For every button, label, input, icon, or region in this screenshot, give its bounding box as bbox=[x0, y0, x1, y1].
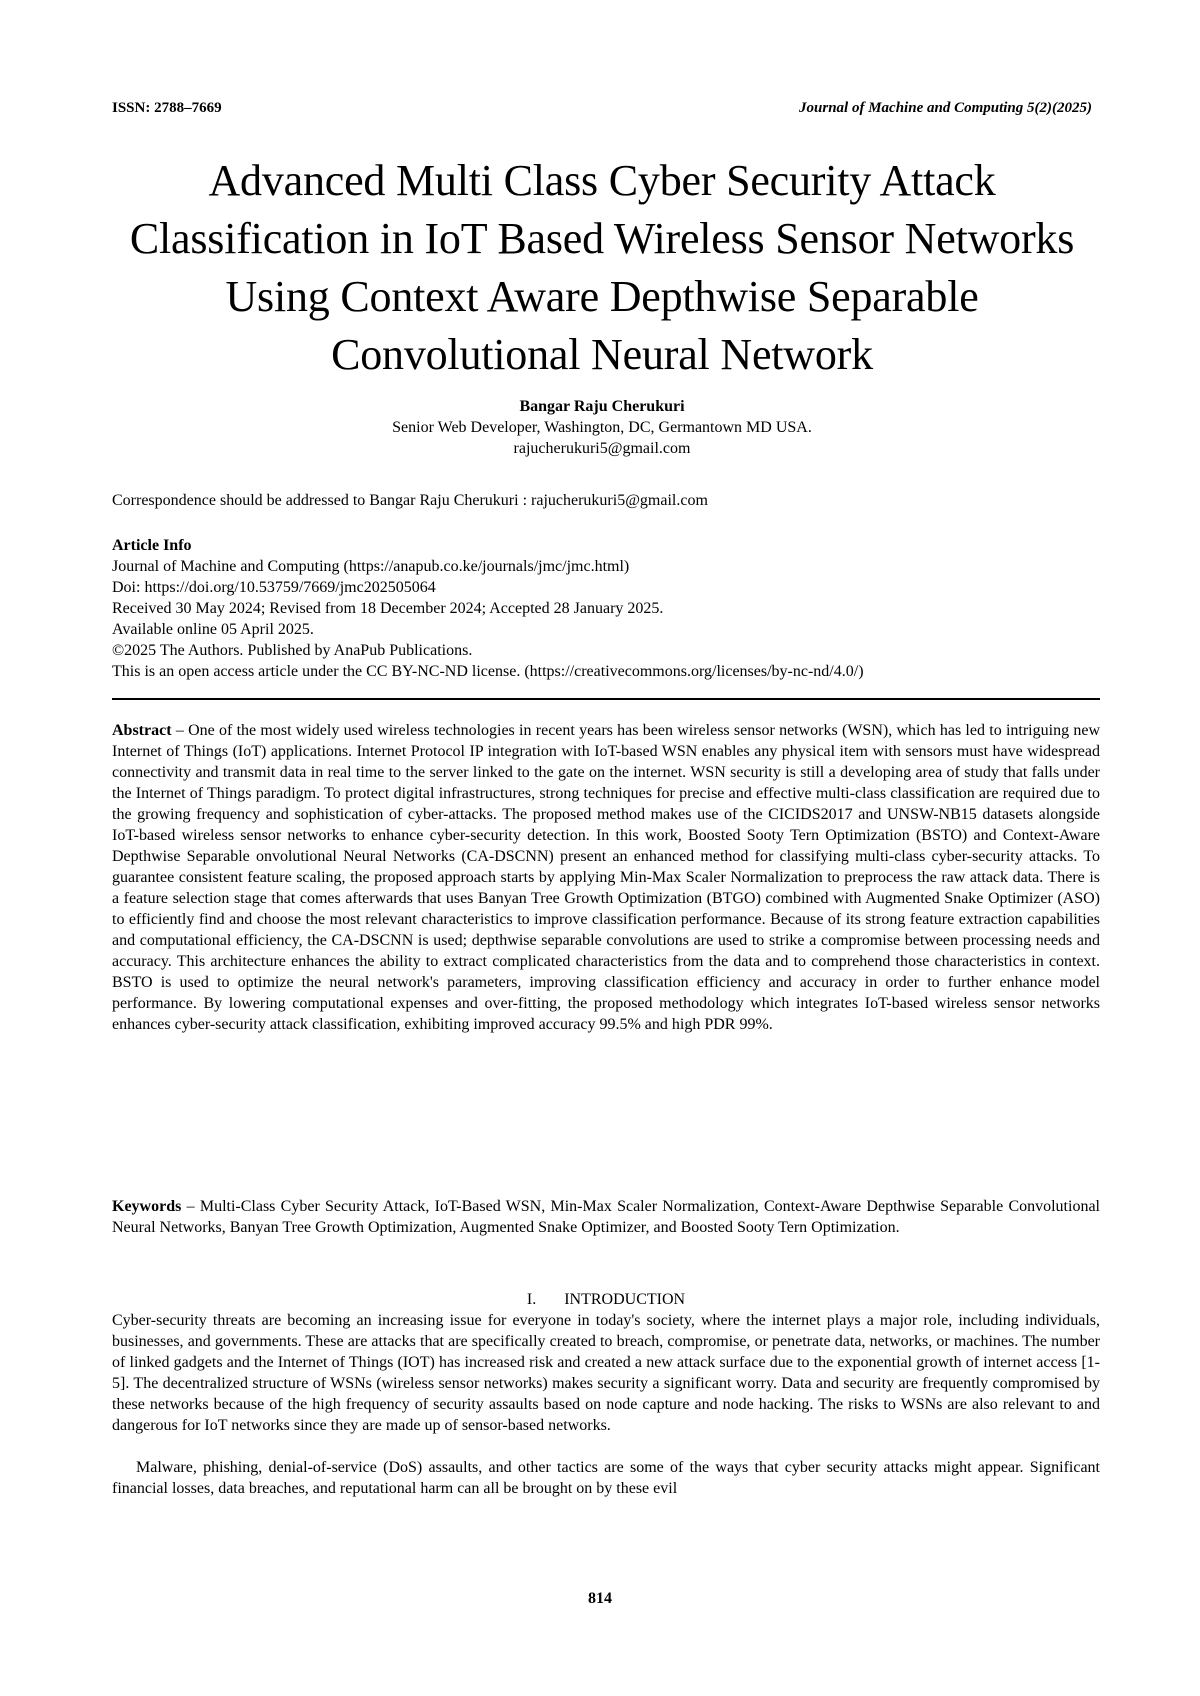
author-affiliation: Senior Web Developer, Washington, DC, Germantown MD USA. bbox=[392, 419, 812, 436]
available-online-line: Available online 05 April 2025. bbox=[112, 621, 314, 638]
intro-paragraph-1: Cyber-security threats are becoming an increasing issue for everyone in today's society, where the internet plays a major role, including individuals, businesses, and governments. These are attacks that are specifically created to breach, compromise, or penetrate data, networks, or machines. The number of linked gadgets and the Internet of Things (IOT) has increased risk and created a new attack surface due to the exponential growth of internet access [1-5]. The decentralized structure of WSNs (wireless sensor networks) makes security a significant worry. Data and security are frequently compromised by these networks because of the high frequency of security assaults based on node capture and node hacking. The risks to WSNs are also relevant to and dangerous for IoT networks since they are made up of sensor-based networks. bbox=[112, 1312, 1100, 1434]
author-block bbox=[112, 396, 1092, 459]
copyright-line: ©2025 The Authors. Published by AnaPub Publications. bbox=[112, 642, 473, 659]
author-email[interactable]: rajucherukuri5@gmail.com bbox=[513, 440, 691, 457]
article-info bbox=[112, 535, 1092, 682]
dates-line: Received 30 May 2024; Revised from 18 December 2024; Accepted 28 January 2025. bbox=[112, 600, 664, 617]
keywords bbox=[112, 1196, 1100, 1238]
abstract-label: Abstract bbox=[112, 722, 172, 739]
keywords-label: Keywords bbox=[112, 1198, 182, 1215]
paper-title: Advanced Multi Class Cyber Security Attack Classification in IoT Based Wireless Sensor Networks Using Context Aware Depthwise Separable Convolutional Neural Network bbox=[129, 156, 1075, 379]
section-number: I. bbox=[526, 1291, 537, 1308]
running-header bbox=[112, 100, 1092, 122]
keywords-text: – Multi-Class Cyber Security Attack, IoT-Based WSN, Min-Max Scaler Normalization, Context-Aware Depthwise Separable Convolutional Neural Networks, Banyan Tree Growth Optimization, Augmented Snake Optimizer, and Boosted Sooty Tern Optimization. bbox=[112, 1198, 1100, 1236]
correspondence-line: Correspondence should be addressed to Bangar Raju Cherukuri : rajucherukuri5@gmail.com bbox=[112, 492, 708, 509]
doi-line[interactable]: Doi: https://doi.org/10.53759/7669/jmc202505064 bbox=[112, 579, 436, 596]
issn-label: ISSN: 2788–7669 bbox=[112, 100, 222, 116]
section-title: INTRODUCTION bbox=[564, 1291, 686, 1308]
abstract-text: – One of the most widely used wireless technologies in recent years has been wireless sensor networks (WSN), which has led to intriguing new Internet of Things (IoT) applications. Internet Protocol IP integration with IoT-based WSN enables any physical item with sensors must have widespread connectivity and transmit data in real time to the server linked to the gate on the internet. WSN security is still a developing area of study that falls under the Internet of Things paradigm. To protect digital infrastructures, strong techniques for precise and effective multi-class classification are required due to the growing frequency and sophistication of cyber-attacks. The proposed method makes use of the CICIDS2017 and UNSW-NB15 datasets alongside IoT-based wireless sensor networks to enhance cyber-security detection. In this work, Boosted Sooty Tern Optimization (BSTO) and Context-Aware Depthwise Separable onvolutional Neural Networks (CA-DSCNN) present an enhanced method for classifying multi-class cyber-security attacks. To guarantee consistent feature scaling, the proposed approach starts by applying Min-Max Scaler Normalization to preprocess the raw attack data. There is a feature selection stage that comes afterwards that uses Banyan Tree Growth Optimization (BTGO) combined with Augmented Snake Optimizer (ASO) to efficiently find and choose the most relevant characteristics to improve classification performance. Because of its strong feature extraction capabilities and computational efficiency, the CA-DSCNN is used; depthwise separable convolutions are used to strike a compromise between processing needs and accuracy. This architecture enhances the ability to extract complicated characteristics from the data and to comprehend those characteristics in context. BSTO is used to optimize the neural network's parameters, improving classification efficiency and accuracy in order to further enhance model performance. By lowering computational expenses and over-fitting, the proposed methodology which integrates IoT-based wireless sensor networks enhances cyber-security attack classification, exhibiting improved accuracy 99.5% and high PDR 99%. bbox=[112, 722, 1100, 1033]
journal-citation: Journal of Machine and Computing 5(2)(2025) bbox=[799, 100, 1092, 116]
section-heading-introduction bbox=[112, 1289, 1100, 1310]
abstract bbox=[112, 720, 1100, 1035]
page-number: 814 bbox=[588, 1590, 612, 1607]
journal-url-line[interactable]: Journal of Machine and Computing (https://anapub.co.ke/journals/jmc/jmc.html) bbox=[112, 558, 630, 575]
intro-paragraph-2: Malware, phishing, denial-of-service (DoS) assaults, and other tactics are some of the ways that cyber security attacks might appear. Significant financial losses, data breaches, and reputational harm can all be brought on by these evil bbox=[112, 1459, 1100, 1497]
article-info-heading: Article Info bbox=[112, 537, 192, 554]
license-line[interactable]: This is an open access article under the CC BY-NC-ND license. (https://creativecommons.org/licenses/by-nc-nd/4.0/) bbox=[112, 663, 864, 680]
author-name: Bangar Raju Cherukuri bbox=[519, 398, 685, 415]
header-divider bbox=[112, 698, 1100, 700]
